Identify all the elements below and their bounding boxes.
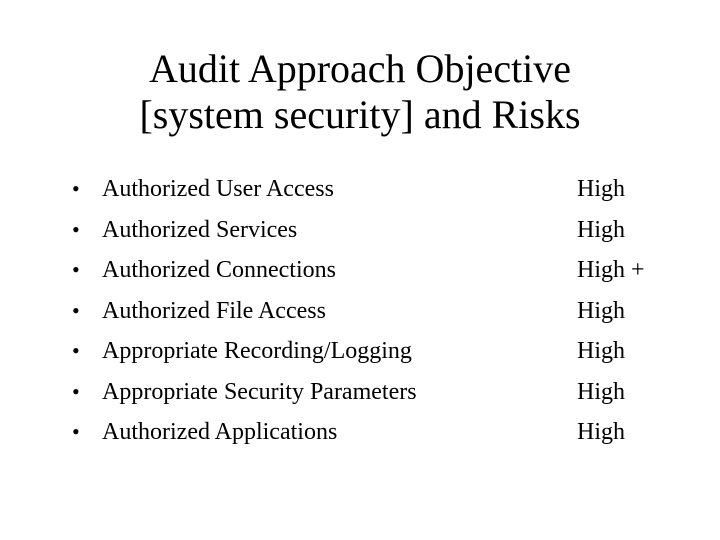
bullet-icon: • — [72, 297, 80, 323]
risk-rating: High — [577, 176, 625, 202]
bullet-icon: • — [72, 338, 80, 363]
objective-label: Appropriate Security Parameters — [102, 378, 417, 405]
slide-title-line-1: Audit Approach Objective — [148, 46, 572, 91]
objective-label: Appropriate Recording/Logging — [102, 338, 412, 364]
bullet-icon: • — [72, 419, 80, 444]
objective-label: Authorized Services — [102, 216, 298, 243]
slide-title — [0, 46, 720, 138]
objective-label: Authorized User Access — [102, 176, 334, 202]
objective-label: Authorized File Access — [102, 297, 326, 324]
slide-title-line-2: [system security] and Risks — [139, 92, 581, 137]
risk-rating: High — [577, 216, 625, 243]
bullet-icon: • — [72, 176, 80, 201]
risk-rating: High — [577, 297, 625, 324]
bullet-icon: • — [72, 257, 80, 282]
risk-rating: High — [577, 338, 625, 364]
objective-label: Authorized Applications — [102, 419, 338, 445]
objective-label: Authorized Connections — [102, 257, 336, 283]
risk-rating: High — [577, 378, 625, 405]
risk-rating: High + — [577, 257, 645, 283]
risk-rating: High — [577, 419, 625, 445]
bullet-icon: • — [72, 378, 80, 404]
bullet-icon: • — [72, 216, 80, 242]
